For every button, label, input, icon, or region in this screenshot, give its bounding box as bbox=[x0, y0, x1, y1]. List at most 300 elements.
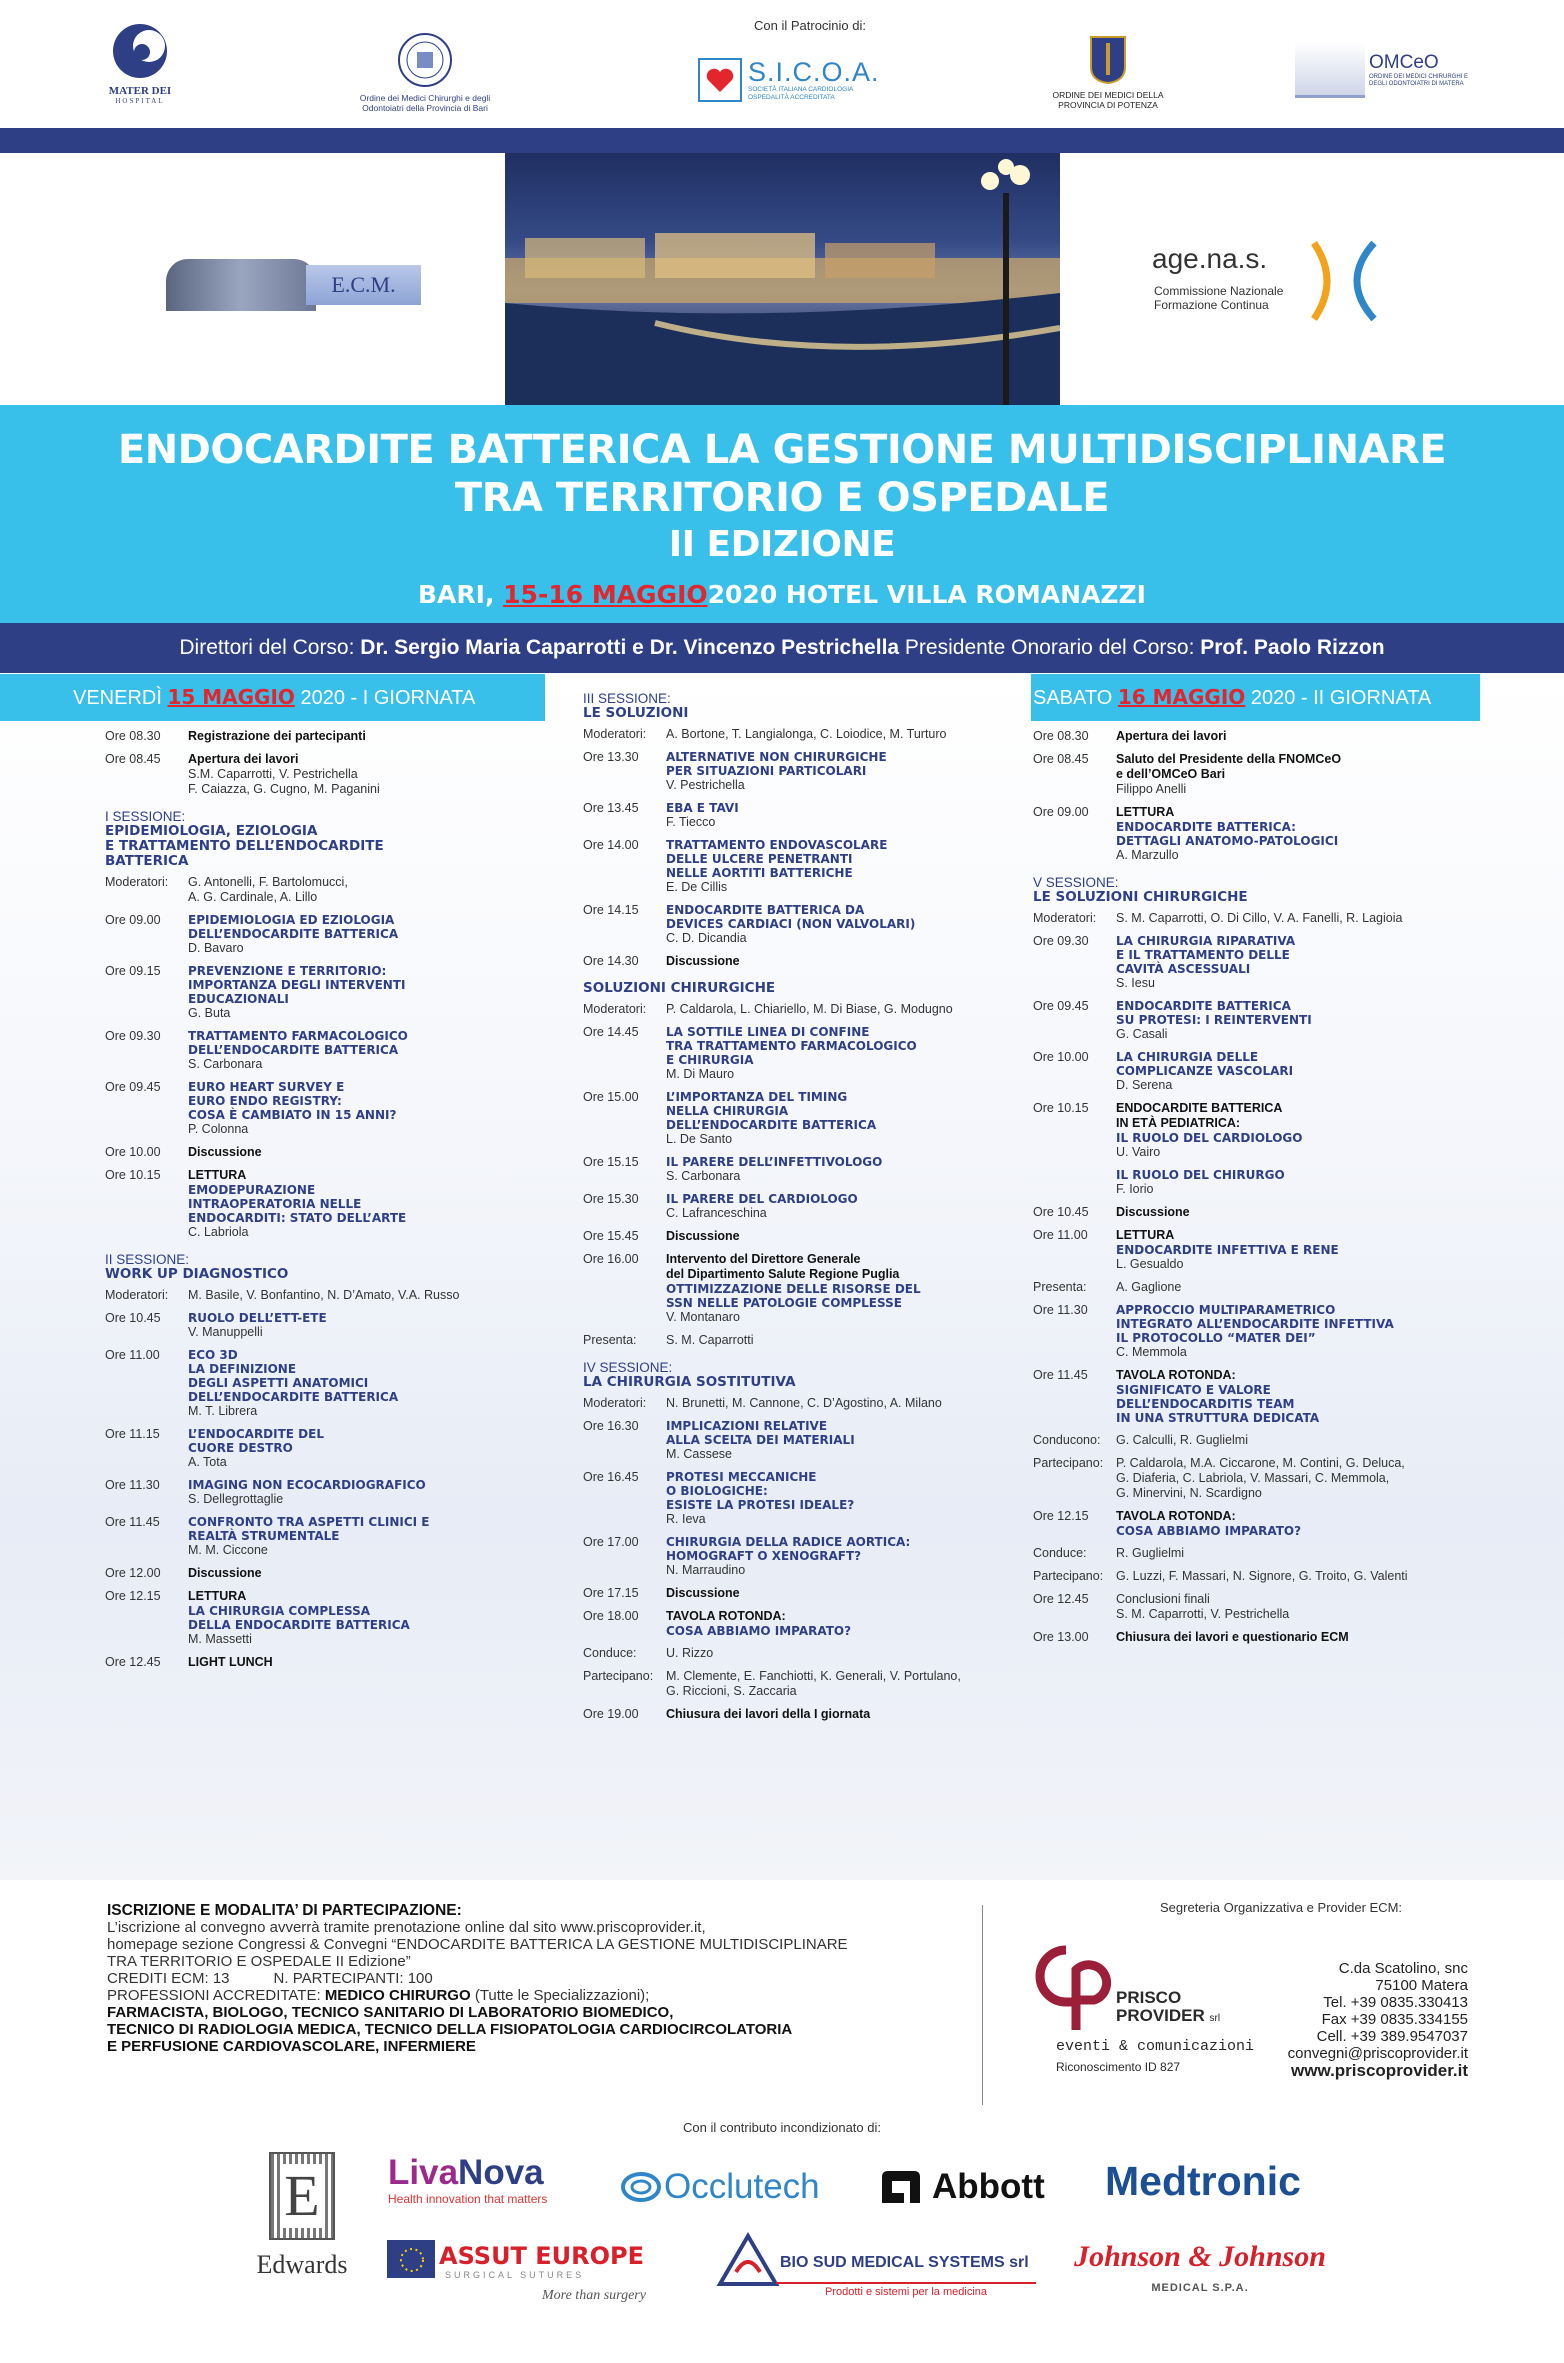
talk-title: ENDOCARDITE INFETTIVA E RENE bbox=[1116, 1243, 1339, 1257]
talk-title: NELLA CHIRURGIA bbox=[666, 1104, 789, 1118]
schedule-time: Ore 10.00 bbox=[105, 1145, 161, 1159]
session-label: IV SESSIONE: bbox=[583, 1360, 673, 1375]
schedule-item bbox=[1033, 1368, 1503, 1425]
talk-title: LA CHIRURGIA RIPARATIVA bbox=[1116, 934, 1296, 948]
schedule-content bbox=[1116, 1280, 1503, 1295]
talk-title: IMAGING NON ECOCARDIOGRAFICO bbox=[188, 1478, 426, 1492]
item-heading: Chiusura dei lavori e questionario ECM bbox=[1116, 1630, 1349, 1644]
directors-band bbox=[0, 623, 1564, 673]
livanova-nova: Nova bbox=[458, 2153, 544, 2192]
speaker-names: D. Bavaro bbox=[188, 941, 244, 955]
ecm-credits: CREDITI ECM: 13 bbox=[107, 1970, 230, 1987]
participants-count: N. PARTECIPANTI: 100 bbox=[273, 1970, 433, 1987]
omceo-matera-logo bbox=[1295, 42, 1475, 98]
honorary-president-label: Presidente Onorario del Corso: bbox=[899, 636, 1201, 659]
schedule-time bbox=[1033, 1168, 1116, 1197]
edwards-e-icon: E bbox=[269, 2152, 335, 2240]
schedule-content bbox=[666, 1025, 1018, 1082]
session-title: SOLUZIONI CHIRURGICHE bbox=[583, 980, 776, 996]
item-heading: Discussione bbox=[188, 1145, 262, 1159]
schedule-item bbox=[1033, 1303, 1503, 1360]
session-heading bbox=[583, 1360, 1018, 1390]
schedule-content bbox=[666, 1470, 1018, 1527]
item-heading: Saluto del Presidente della FNOMCeO bbox=[1116, 752, 1342, 766]
schedule-item bbox=[1033, 1205, 1503, 1220]
talk-title: ENDOCARDITE BATTERICA DA bbox=[666, 903, 865, 917]
schedule-item bbox=[583, 1252, 1018, 1325]
schedule-item bbox=[1033, 1228, 1503, 1272]
prisco-provider-word: PROVIDER bbox=[1116, 2006, 1205, 2025]
schedule-content bbox=[188, 1348, 545, 1419]
livanova-logo bbox=[388, 2154, 588, 2214]
schedule-time: Ore 08.45 bbox=[105, 752, 161, 766]
schedule-item bbox=[1033, 1101, 1503, 1160]
speaker-names: A. Gaglione bbox=[1116, 1280, 1182, 1294]
omceo-matera-name: OMCeO bbox=[1369, 52, 1439, 73]
talk-title: EPIDEMIOLOGIA ED EZIOLOGIA bbox=[188, 913, 395, 927]
abbott-logo bbox=[878, 2162, 1078, 2212]
credits-line bbox=[107, 1970, 927, 1987]
schedule-item bbox=[1033, 1569, 1503, 1584]
schedule-content bbox=[1116, 729, 1503, 744]
schedule-item bbox=[583, 727, 1018, 742]
talk-title: IMPLICAZIONI RELATIVE bbox=[666, 1419, 828, 1433]
talk-title: DELL’ENDOCARDITE BATTERICA bbox=[188, 1390, 399, 1404]
schedule-item bbox=[1033, 729, 1503, 744]
schedule-time: Ore 09.45 bbox=[1033, 999, 1089, 1013]
talk-title: LA CHIRURGIA DELLE bbox=[1116, 1050, 1259, 1064]
schedule-item bbox=[105, 1288, 545, 1303]
schedule-content bbox=[1116, 1101, 1503, 1160]
schedule-time: Ore 13.00 bbox=[1033, 1630, 1089, 1644]
provider-box bbox=[1000, 1900, 1480, 2110]
schedule-time: Conduce: bbox=[1033, 1546, 1087, 1560]
talk-title: TRA TRATTAMENTO FARMACOLOGICO bbox=[666, 1039, 917, 1053]
item-heading: LETTURA bbox=[1116, 1228, 1175, 1242]
talk-title: DELL’ENDOCARDITE BATTERICA bbox=[188, 927, 399, 941]
speaker-names: M. Clemente, E. Fanchiotti, K. Generali, V. Portulano, bbox=[666, 1669, 961, 1683]
talk-title: IL PROTOCOLLO “MATER DEI” bbox=[1116, 1331, 1316, 1345]
item-heading-continued: e dell’OMCeO Bari bbox=[1116, 767, 1226, 781]
schedule-item bbox=[105, 1145, 545, 1160]
session-title: WORK UP DIAGNOSTICO bbox=[105, 1266, 289, 1282]
schedule-time: Ore 15.30 bbox=[583, 1192, 639, 1206]
schedule-time: Ore 11.30 bbox=[1033, 1303, 1088, 1317]
schedule-content bbox=[666, 1090, 1018, 1147]
schedule-content bbox=[1116, 1433, 1503, 1448]
schedule-time: Ore 13.45 bbox=[583, 801, 639, 815]
schedule-time: Ore 08.30 bbox=[105, 729, 161, 743]
prisco-name2 bbox=[1116, 2006, 1220, 2026]
header-navy-bar bbox=[0, 128, 1564, 153]
speaker-names: L. De Santo bbox=[666, 1132, 733, 1146]
speaker-names: A. Bortone, T. Langialonga, C. Loiodice, M. Turturo bbox=[666, 727, 947, 741]
schedule-item bbox=[583, 1192, 1018, 1221]
schedule-item bbox=[105, 752, 545, 797]
program-column-day1-morning bbox=[0, 673, 545, 1678]
session-title: LE SOLUZIONI CHIRURGICHE bbox=[1033, 889, 1248, 905]
session-heading bbox=[583, 981, 1018, 996]
patrocinio-label: Con il Patrocinio di: bbox=[754, 18, 866, 33]
schedule-item bbox=[583, 903, 1018, 946]
speaker-names: S.M. Caparrotti, V. Pestrichella bbox=[188, 767, 358, 781]
omceo-matera-sub: ORDINE DEI MEDICI CHIRURGHI E DEGLI ODONTOIATRI DI MATERA bbox=[1369, 74, 1469, 87]
schedule-item bbox=[583, 1333, 1018, 1348]
title-band bbox=[0, 405, 1564, 623]
top-logos bbox=[0, 0, 1564, 128]
registration-info bbox=[107, 1902, 927, 2055]
schedule-item bbox=[105, 1348, 545, 1419]
speaker-names: S. Carbonara bbox=[666, 1169, 741, 1183]
professions-line3: TECNICO DI RADIOLOGIA MEDICA, TECNICO DELLA FISIOPATOLOGIA CARDIOCIRCOLATORIA bbox=[107, 2021, 793, 2038]
materdei-sub: HOSPITAL bbox=[115, 97, 165, 105]
biosud-tagline: Prodotti e sistemi per la medicina bbox=[776, 2282, 1036, 2298]
session-label: III SESSIONE: bbox=[583, 691, 671, 706]
talk-title: ESISTE LA PROTESI IDEALE? bbox=[666, 1498, 855, 1512]
day2-label: 2020 - II GIORNATA bbox=[1245, 687, 1432, 709]
talk-title: DETTAGLI ANATOMO-PATOLOGICI bbox=[1116, 834, 1339, 848]
schedule-item bbox=[105, 1311, 545, 1340]
schedule-time: Ore 12.45 bbox=[1033, 1592, 1089, 1606]
schedule-time: Ore 09.30 bbox=[1033, 934, 1089, 948]
speaker-names: A. Marzullo bbox=[1116, 848, 1179, 862]
talk-title: ENDOCARDITI: STATO DELL’ARTE bbox=[188, 1211, 407, 1225]
schedule-content bbox=[666, 1669, 1018, 1699]
talk-title: TRATTAMENTO FARMACOLOGICO bbox=[188, 1029, 408, 1043]
talk-title: EMODEPURAZIONE bbox=[188, 1183, 316, 1197]
schedule-content bbox=[1116, 1569, 1503, 1584]
schedule-time: Ore 09.30 bbox=[105, 1029, 161, 1043]
schedule-item bbox=[105, 1080, 545, 1137]
schedule-time: Moderatori: bbox=[583, 1396, 647, 1410]
schedule-content bbox=[666, 801, 1018, 830]
directors-names: Dr. Sergio Maria Caparrotti e Dr. Vincenzo Pestrichella bbox=[360, 636, 900, 659]
assut-name: ASSUT EUROPE bbox=[439, 2242, 645, 2270]
schedule-content bbox=[666, 727, 1018, 742]
talk-title: PER SITUAZIONI PARTICOLARI bbox=[666, 764, 867, 778]
speaker-names: G. Diaferia, C. Labriola, V. Massari, C. Memmola, bbox=[1116, 1471, 1390, 1485]
speaker-names: G. Casali bbox=[1116, 1027, 1168, 1041]
ecm-logo bbox=[166, 251, 422, 317]
schedule-time: Ore 18.00 bbox=[583, 1609, 639, 1623]
directors-label: Direttori del Corso: bbox=[179, 636, 361, 659]
schedule-time: Conducono: bbox=[1033, 1433, 1101, 1447]
speaker-names: F. Iorio bbox=[1116, 1182, 1154, 1196]
assut-logo bbox=[387, 2240, 687, 2312]
speaker-names: S. M. Caparrotti bbox=[666, 1333, 754, 1347]
schedule-content bbox=[188, 1145, 545, 1160]
jj-sub: MEDICAL S.P.A. bbox=[1151, 2282, 1249, 2294]
provider-website[interactable]: www.priscoprovider.it bbox=[1291, 2061, 1468, 2080]
omceo-bari-caption: Ordine dei Medici Chirurghi e degli Odontoiatri della Provincia di Bari bbox=[359, 93, 491, 113]
schedule-item bbox=[105, 1589, 545, 1647]
schedule-time: Partecipano: bbox=[1033, 1456, 1104, 1470]
professions-line1 bbox=[107, 1987, 927, 2004]
hero-banner bbox=[0, 153, 1564, 405]
speaker-names: A. G. Cardinale, A. Lillo bbox=[188, 890, 318, 904]
schedule-content bbox=[1116, 911, 1503, 926]
session-heading bbox=[105, 1252, 545, 1282]
provider-email[interactable]: convegni@priscoprovider.it bbox=[1287, 2045, 1468, 2062]
speaker-names: U. Rizzo bbox=[666, 1646, 714, 1660]
schedule-content bbox=[188, 1311, 545, 1340]
professions-main-note: (Tutte le Specializzazioni); bbox=[470, 1987, 650, 2004]
schedule-item bbox=[105, 1566, 545, 1581]
schedule-item bbox=[1033, 1168, 1503, 1197]
talk-title: DEGLI ASPETTI ANATOMICI bbox=[188, 1376, 369, 1390]
session-title: LE SOLUZIONI bbox=[583, 705, 689, 721]
schedule-item bbox=[583, 750, 1018, 793]
eu-flag-icon bbox=[387, 2240, 435, 2278]
agenas-sub1: Commissione Nazionale bbox=[1154, 284, 1284, 298]
sicoa-sub: SOCIETÀ ITALIANA CARDIOLOGIA OSPEDALITÀ ACCREDITATA bbox=[748, 86, 853, 101]
schedule-item bbox=[105, 1655, 545, 1670]
day1-header bbox=[0, 674, 545, 721]
registration-line3: TRA TERRITORIO E OSPEDALE II Edizione” bbox=[107, 1953, 411, 1970]
schedule-content bbox=[666, 1155, 1018, 1184]
talk-title: EURO ENDO REGISTRY: bbox=[188, 1094, 342, 1108]
talk-title: INTEGRATO ALL’ENDOCARDITE INFETTIVA bbox=[1116, 1317, 1394, 1331]
provider-cell: Cell. +39 389.9547037 bbox=[1316, 2028, 1468, 2045]
schedule-item bbox=[1033, 1509, 1503, 1538]
schedule-content bbox=[1116, 1592, 1503, 1622]
schedule-content bbox=[666, 1535, 1018, 1578]
agenas-mark-icon bbox=[1310, 241, 1382, 321]
omceo-bari-logo bbox=[330, 32, 520, 113]
registration-line1: L’iscrizione al convegno avverrà tramite prenotazione online dal sito www.priscoprovider.it, bbox=[107, 1919, 706, 1936]
schedule-content bbox=[1116, 1546, 1503, 1561]
talk-title: CAVITÀ ASCESSUALI bbox=[1116, 962, 1251, 976]
schedule-content bbox=[1116, 805, 1503, 863]
schedule-time: Ore 14.15 bbox=[583, 903, 639, 917]
schedule-item bbox=[1033, 1433, 1503, 1448]
schedule-content bbox=[188, 752, 545, 797]
session-title: EPIDEMIOLOGIA, EZIOLOGIA bbox=[105, 823, 318, 839]
schedule-content bbox=[1116, 1303, 1503, 1360]
schedule-item bbox=[583, 1090, 1018, 1147]
schedule-content bbox=[188, 1080, 545, 1137]
session-label: V SESSIONE: bbox=[1033, 875, 1119, 890]
schedule-item bbox=[583, 1609, 1018, 1638]
schedule-time: Moderatori: bbox=[583, 727, 647, 741]
schedule-time: Ore 10.15 bbox=[1033, 1101, 1089, 1115]
prisco-name1: PRISCO bbox=[1116, 1988, 1182, 2007]
talk-title: E CHIRURGIA bbox=[666, 1053, 754, 1067]
schedule-content bbox=[1116, 1509, 1503, 1538]
materdei-logo bbox=[100, 22, 180, 105]
schedule-content bbox=[188, 1029, 545, 1072]
talk-title: COSA È CAMBIATO IN 15 ANNI? bbox=[188, 1108, 397, 1122]
schedule-item bbox=[105, 913, 545, 956]
schedule-item bbox=[1033, 1630, 1503, 1645]
schedule-content bbox=[1116, 1456, 1503, 1501]
schedule-content bbox=[188, 1168, 545, 1240]
schedule-time: Moderatori: bbox=[105, 875, 169, 889]
day1-label: 2020 - I GIORNATA bbox=[294, 687, 476, 709]
schedule-content bbox=[666, 1002, 1018, 1017]
schedule-content bbox=[188, 1655, 545, 1670]
schedule-item bbox=[583, 1002, 1018, 1017]
prisco-ep-monogram-icon bbox=[1018, 1940, 1114, 2036]
prisco-tagline: eventi & comunicazioni bbox=[1056, 2038, 1255, 2055]
livanova-tagline: Health innovation that matters bbox=[388, 2192, 548, 2206]
program-column-day2 bbox=[1033, 673, 1503, 1653]
schedule-time: Ore 10.00 bbox=[1033, 1050, 1089, 1064]
schedule-content bbox=[1116, 1050, 1503, 1093]
talk-title: PROTESI MECCANICHE bbox=[666, 1470, 817, 1484]
day1-date: 15 MAGGIO bbox=[167, 685, 295, 709]
item-heading: TAVOLA ROTONDA: bbox=[666, 1609, 786, 1623]
schedule-item bbox=[583, 954, 1018, 969]
talk-title: HOMOGRAFT O XENOGRAFT? bbox=[666, 1549, 862, 1563]
schedule-item bbox=[583, 1535, 1018, 1578]
speaker-names: R. Ieva bbox=[666, 1512, 706, 1526]
item-heading: Discussione bbox=[188, 1566, 262, 1580]
speaker-names: M. Cassese bbox=[666, 1447, 732, 1461]
speaker-names: N. Marraudino bbox=[666, 1563, 746, 1577]
speaker-names: M. Basile, V. Bonfantino, N. D’Amato, V.A. Russo bbox=[188, 1288, 460, 1302]
talk-title: EDUCAZIONALI bbox=[188, 992, 289, 1006]
schedule-time: Ore 12.45 bbox=[105, 1655, 161, 1669]
talk-title: ENDOCARDITE BATTERICA: bbox=[1116, 820, 1296, 834]
schedule-time: Presenta: bbox=[1033, 1280, 1087, 1294]
venue-dates: 15-16 MAGGIO bbox=[503, 580, 708, 609]
speaker-names: C. Labriola bbox=[188, 1225, 249, 1239]
livanova-liva: Liva bbox=[388, 2153, 459, 2192]
schedule-time: Partecipano: bbox=[1033, 1569, 1104, 1583]
prisco-ricon: Riconoscimento ID 827 bbox=[1056, 2060, 1181, 2074]
talk-title: COSA ABBIAMO IMPARATO? bbox=[666, 1624, 852, 1638]
schedule-item bbox=[583, 1470, 1018, 1527]
footer-divider bbox=[982, 1905, 983, 2105]
item-heading: Discussione bbox=[666, 954, 740, 968]
talk-title: LA CHIRURGIA COMPLESSA bbox=[188, 1604, 371, 1618]
schedule-content bbox=[188, 1589, 545, 1647]
talk-title: E IL TRATTAMENTO DELLE bbox=[1116, 948, 1290, 962]
provider-address2: 75100 Matera bbox=[1375, 1977, 1468, 1994]
item-heading: Apertura dei lavori bbox=[1116, 729, 1227, 743]
schedule-content bbox=[188, 729, 545, 744]
schedule-content bbox=[188, 1288, 545, 1303]
schedule-time: Ore 14.00 bbox=[583, 838, 639, 852]
speaker-names: M. M. Ciccone bbox=[188, 1543, 268, 1557]
schedule-content bbox=[666, 1229, 1018, 1244]
schedule-item bbox=[105, 729, 545, 744]
talk-title: LA SOTTILE LINEA DI CONFINE bbox=[666, 1025, 870, 1039]
schedule-item bbox=[583, 1707, 1018, 1722]
medtronic-logo: Medtronic bbox=[1105, 2158, 1301, 2204]
provider-contacts bbox=[1288, 1960, 1468, 2079]
registration-line2: homepage sezione Congressi & Convegni “ENDOCARDITE BATTERICA LA GESTIONE MULTIDISCIPLINARE bbox=[107, 1936, 848, 1953]
schedule-content bbox=[1116, 1368, 1503, 1425]
venue-place: 2020 HOTEL VILLA ROMANAZZI bbox=[707, 580, 1146, 609]
schedule-time: Ore 17.00 bbox=[583, 1535, 639, 1549]
speaker-names: V. Manuppelli bbox=[188, 1325, 263, 1339]
speaker-names: E. De Cillis bbox=[666, 880, 728, 894]
schedule-content bbox=[1116, 1228, 1503, 1272]
talk-title: PREVENZIONE E TERRITORIO: bbox=[188, 964, 387, 978]
speaker-names: F. Tiecco bbox=[666, 815, 716, 829]
schedule-item bbox=[105, 964, 545, 1021]
prisco-srl: srl bbox=[1209, 2013, 1221, 2024]
day2-weekday: SABATO bbox=[1033, 687, 1118, 709]
schedule-time: Ore 08.30 bbox=[1033, 729, 1089, 743]
talk-title: TRATTAMENTO ENDOVASCOLARE bbox=[666, 838, 888, 852]
item-heading: Discussione bbox=[1116, 1205, 1190, 1219]
sicoa-name: S.I.C.O.A. bbox=[748, 57, 880, 87]
schedule-content bbox=[666, 750, 1018, 793]
provider-tel: Tel. +39 0835.330413 bbox=[1323, 1994, 1468, 2011]
schedule-time: Ore 13.30 bbox=[583, 750, 639, 764]
omceo-matera-skyline-icon bbox=[1295, 42, 1365, 98]
schedule-item bbox=[105, 1168, 545, 1240]
schedule-content bbox=[666, 1333, 1018, 1348]
schedule-time: Conduce: bbox=[583, 1646, 637, 1660]
ecm-label: E.C.M. bbox=[306, 265, 421, 305]
schedule-content bbox=[666, 1707, 1018, 1722]
schedule-content bbox=[188, 875, 545, 905]
jj-logo bbox=[1070, 2240, 1330, 2310]
abbott-a-icon bbox=[878, 2167, 924, 2207]
session-label: II SESSIONE: bbox=[105, 1252, 190, 1267]
schedule-item bbox=[1033, 752, 1503, 797]
schedule-time: Ore 11.15 bbox=[105, 1427, 160, 1441]
speaker-names: G. Luzzi, F. Massari, N. Signore, G. Troito, G. Valenti bbox=[1116, 1569, 1408, 1583]
talk-title: SIGNIFICATO E VALORE bbox=[1116, 1383, 1271, 1397]
schedule-content bbox=[666, 1586, 1018, 1601]
talk-title: EBA E TAVI bbox=[666, 801, 739, 815]
talk-title: SU PROTESI: I REINTERVENTI bbox=[1116, 1013, 1312, 1027]
schedule-item bbox=[1033, 1546, 1503, 1561]
talk-title: APPROCCIO MULTIPARAMETRICO bbox=[1116, 1303, 1336, 1317]
schedule-content bbox=[666, 903, 1018, 946]
item-heading: LETTURA bbox=[1116, 805, 1175, 819]
schedule-time: Moderatori: bbox=[105, 1288, 169, 1302]
talk-title: IL PARERE DEL CARDIOLOGO bbox=[666, 1192, 858, 1206]
potenza-shield-icon bbox=[1089, 35, 1127, 85]
schedule-content bbox=[1116, 1205, 1503, 1220]
talk-title: DELLE ULCERE PENETRANTI bbox=[666, 852, 853, 866]
speaker-names: G. Buta bbox=[188, 1006, 231, 1020]
occlutech-ring-icon bbox=[620, 2166, 662, 2208]
session-label: I SESSIONE: bbox=[105, 809, 186, 824]
schedule-time: Ore 15.45 bbox=[583, 1229, 639, 1243]
day2-date: 16 MAGGIO bbox=[1117, 685, 1246, 709]
speaker-names: G. Riccioni, S. Zaccaria bbox=[666, 1684, 797, 1698]
speaker-names: V. Pestrichella bbox=[666, 778, 745, 792]
speaker-names: D. Serena bbox=[1116, 1078, 1173, 1092]
schedule-content bbox=[188, 1478, 545, 1507]
schedule-content bbox=[188, 913, 545, 956]
sponsors-row bbox=[0, 2140, 1564, 2360]
professions-line2: FARMACISTA, BIOLOGO, TECNICO SANITARIO DI LABORATORIO BIOMEDICO, bbox=[107, 2004, 674, 2021]
talk-title: LA DEFINIZIONE bbox=[188, 1362, 297, 1376]
item-heading: LETTURA bbox=[188, 1589, 247, 1603]
schedule-time: Presenta: bbox=[583, 1333, 637, 1347]
sicoa-heart-icon bbox=[698, 58, 742, 102]
schedule-content bbox=[666, 1192, 1018, 1221]
schedule-content bbox=[1116, 934, 1503, 991]
materdei-emblem-icon bbox=[109, 22, 171, 80]
speaker-names: M. T. Librera bbox=[188, 1404, 258, 1418]
item-heading-continued: del Dipartimento Salute Regione Puglia bbox=[666, 1267, 900, 1281]
talk-title: CHIRURGIA DELLA RADICE AORTICA: bbox=[666, 1535, 911, 1549]
talk-title: CUORE DESTRO bbox=[188, 1441, 293, 1455]
schedule-item bbox=[1033, 1050, 1503, 1093]
talk-title: RUOLO DELL’ETT-ETE bbox=[188, 1311, 327, 1325]
registration-heading: ISCRIZIONE E MODALITA’ DI PARTECIPAZIONE: bbox=[107, 1902, 462, 1919]
professions-main: MEDICO CHIRURGO bbox=[324, 1987, 471, 2004]
